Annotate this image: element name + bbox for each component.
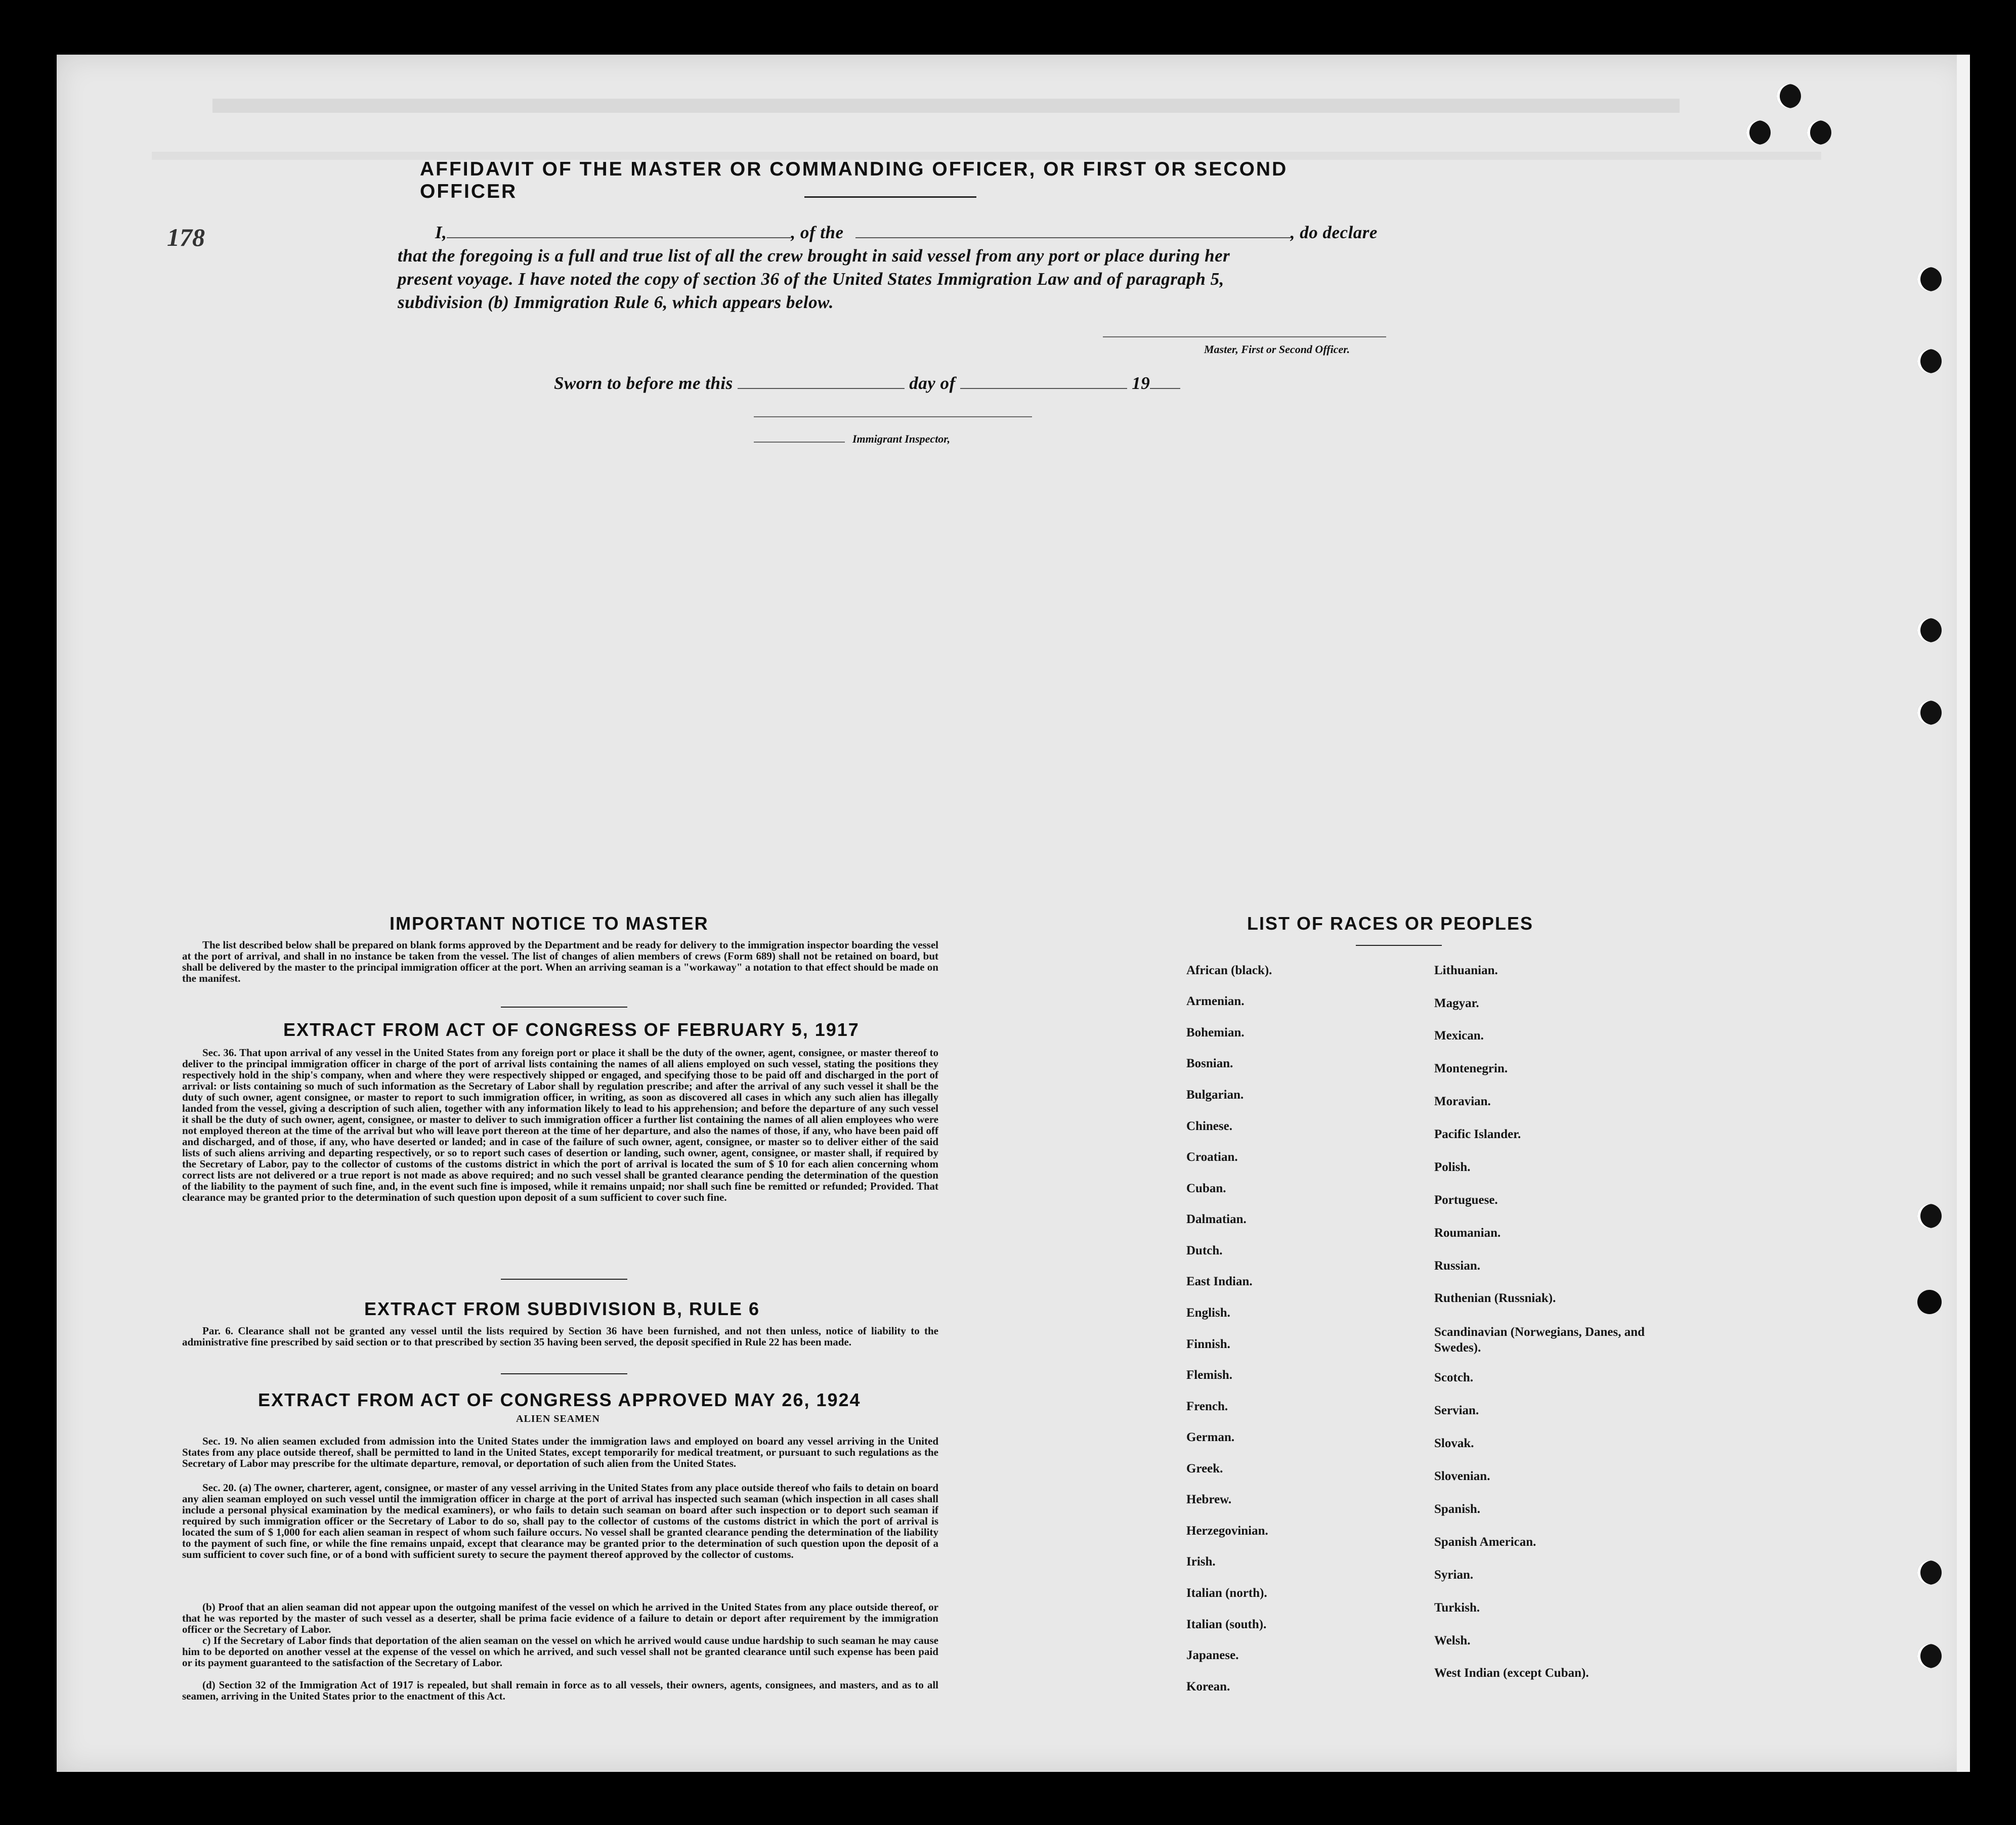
punch-hole (1807, 120, 1831, 145)
declaration-line-4: subdivision (b) Immigration Rule 6, which appears below. (398, 292, 834, 312)
race-item: Scotch. (1434, 1371, 1474, 1384)
declaration-line-1 (435, 223, 1378, 243)
race-item: Moravian. (1434, 1095, 1491, 1108)
master-signature-line[interactable] (1103, 336, 1386, 337)
race-item: Finnish. (1186, 1337, 1230, 1351)
race-item: Herzegovinian. (1186, 1524, 1268, 1538)
extract-1917-rule (501, 1279, 627, 1280)
race-item: Welsh. (1434, 1634, 1471, 1647)
punch-hole (1746, 120, 1771, 145)
punch-hole (1917, 1204, 1942, 1228)
punch-hole (1777, 84, 1801, 108)
sworn-year-label: 19 (1132, 373, 1150, 393)
punch-hole (1917, 1560, 1942, 1585)
margin-mark: 178 (167, 223, 205, 251)
race-item: Dalmatian. (1186, 1212, 1247, 1226)
race-item: Korean. (1186, 1680, 1230, 1693)
punch-hole (1917, 267, 1942, 291)
declaration-line-2: that the foregoing is a full and true list of all the crew brought in said vessel from any port or place during her (398, 246, 1230, 266)
bleed-through-smudge (212, 99, 1680, 113)
race-item: Bulgarian. (1186, 1088, 1244, 1102)
race-item: African (black). (1186, 964, 1272, 977)
punch-hole (1917, 701, 1942, 725)
race-item: Dutch. (1186, 1244, 1223, 1257)
title-rule (804, 196, 976, 198)
extract-1924-sec20d: (d) Section 32 of the Immigration Act of 1917 is repealed, but shall remain in force as to all vessels, their owners, agents, consignees, and masters, and as to all seamen, arriving in the United States prior to the enactment of this Act. (182, 1679, 938, 1702)
name-blank[interactable] (447, 237, 791, 238)
extract-1924-sec19: Sec. 19. No alien seamen excluded from admission into the United States under the immigration laws and employed on board any vessel arriving in the United States from any place outside thereof, shall be permitted to land in the United States, except temporarily for medical treatment, or pursuant to such regulations as the Secretary of Labor may prescribe for the ultimate departure, removal, or deportation of such alien from the United States. (182, 1435, 938, 1469)
race-item: Ruthenian (Russniak). (1434, 1291, 1556, 1305)
race-item: German. (1186, 1430, 1235, 1444)
race-item: Italian (south). (1186, 1618, 1267, 1631)
extract-1917-title: EXTRACT FROM ACT OF CONGRESS OF FEBRUARY 5, 1917 (283, 1019, 860, 1040)
race-item: Magyar. (1434, 996, 1479, 1010)
master-caption: Master, First or Second Officer. (1204, 343, 1350, 356)
race-item: Mexican. (1434, 1029, 1484, 1042)
race-item: Flemish. (1186, 1368, 1232, 1382)
race-item: Italian (north). (1186, 1586, 1267, 1600)
punch-hole (1917, 349, 1942, 373)
race-item: Syrian. (1434, 1568, 1474, 1582)
declaration-line-3: present voyage. I have noted the copy of section 36 of the United States Immigration Law and of paragraph 5, (398, 269, 1224, 289)
race-item: West Indian (except Cuban). (1434, 1666, 1589, 1680)
race-item: Spanish American. (1434, 1535, 1536, 1549)
inspector-signature-line[interactable] (754, 416, 1032, 417)
notice-title: IMPORTANT NOTICE TO MASTER (390, 913, 709, 934)
race-item: Croatian. (1186, 1150, 1238, 1164)
extract-1924-title: EXTRACT FROM ACT OF CONGRESS APPROVED MAY 26, 1924 (258, 1389, 861, 1410)
declaration-of: , of the (791, 223, 844, 242)
sworn-month-blank[interactable] (960, 388, 1127, 389)
extract-1924-sec20c: c) If the Secretary of Labor finds that deportation of the alien seaman on the vessel on which he arrived would cause undue hardship to such seaman he may cause him to be deported on another vessel at the expense of the vessel on which he arrived, and such vessel shall not be granted clearance until such expense has been paid or its payment guaranteed to the satisfaction of the Secretary of Labor. (182, 1634, 938, 1669)
race-item: Cuban. (1186, 1182, 1226, 1195)
race-item: French. (1186, 1400, 1228, 1413)
race-item: Spanish. (1434, 1502, 1481, 1516)
race-item: Greek. (1186, 1462, 1223, 1475)
sworn-line (554, 373, 1180, 394)
race-item: Roumanian. (1434, 1226, 1501, 1240)
declaration-declare: , do declare (1290, 223, 1378, 242)
race-item: Bohemian. (1186, 1026, 1245, 1039)
race-item: Japanese. (1186, 1648, 1239, 1662)
extract-1917-body: Sec. 36. That upon arrival of any vessel in the United States from any foreign port or place it shall be the duty of the owner, agent, consignee, or master thereof to deliver to the principal immigration officer in charge of the port of arrival lists containing the names of all aliens employed on such vessel, stating the positions they respectively hold in the ship's company, when and where they were respectively shipped or engaged, and specifying those to be paid off and discharged in the port of arrival: or lists containing so much of such information as the Secretary of Labor shall by regulation prescribe; and after the arrival of any such vessel it shall be the duty of such owner, agent consignee, or master to report to such immigration officer, in writing, as soon as discovered all cases in which any such alien has illegally landed from the vessel, giving a description of such alien, together with any information likely to lead to his apprehension; and before the departure of any such vessel it shall be the duty of such owner, agent, consignee, or master to deliver to such immigration officer a further list containing the names of all alien employees who were not employed thereon at the time of the arrival but who will leave port thereon at the time of her departure, and also the names of those, if any, who have been paid off and discharged, and of those, if any, who have deserted or landed; and in case of the failure of such owner, agent, consignee, or master so to deliver either of the said lists of such aliens arriving and departing respectively, or so to report such cases of desertion or landing, such owner, agent, consignee, or master shall, if required by the Secretary of Labor, pay to the collector of customs of the customs district in which the port of arrival is located the sum of $ 10 for each alien concerning whom correct lists are not delivered or a true report is not made as above required; and no such vessel shall be granted clearance pending the determination of the question of the liability to the payment of such fine, and, in the event such fine is imposed, while it remains unpaid; nor shall such fine be remitted or refunded; Provided. That clearance may be granted prior to the determination of such question upon deposit of a sum sufficient to cover such fine. (182, 1047, 938, 1203)
race-item: Slovak. (1434, 1437, 1474, 1450)
extract-rule6-title: EXTRACT FROM SUBDIVISION B, RULE 6 (364, 1298, 760, 1319)
race-item: Irish. (1186, 1555, 1216, 1569)
race-item: Slovenian. (1434, 1469, 1490, 1483)
race-item: Polish. (1434, 1160, 1471, 1174)
race-item: Hebrew. (1186, 1493, 1232, 1506)
sworn-day-blank[interactable] (738, 388, 905, 389)
sworn-year-blank[interactable] (1150, 388, 1180, 389)
race-item: Servian. (1434, 1404, 1479, 1417)
race-item: Portuguese. (1434, 1193, 1498, 1207)
extract-1924-subtitle: ALIEN SEAMEN (516, 1413, 600, 1424)
races-title: LIST OF RACES OR PEOPLES (1247, 913, 1534, 934)
race-item: East Indian. (1186, 1275, 1253, 1288)
sworn-text: Sworn to before me this (554, 373, 733, 393)
race-item: Russian. (1434, 1259, 1481, 1273)
punch-hole (1917, 1644, 1942, 1668)
race-item: Chinese. (1186, 1119, 1232, 1133)
race-item: Turkish. (1434, 1601, 1480, 1615)
extract-1924-sec20b: (b) Proof that an alien seaman did not appear upon the outgoing manifest of the vessel on which he arrived in the United States from any place outside thereof, or that he was reported by the master of such vessel as a deserter, shall be prima facie evidence of a failure to detain or deport after requirement by the immigration officer or the Secretary of Labor. (182, 1601, 938, 1635)
notice-body: The list described below shall be prepared on blank forms approved by the Department and be ready for delivery to the immigration inspector boarding the vessel at the port of arrival, and shall in no instance be taken from the vessel. The list of changes of alien members of crews (Form 689) shall not be retained on board, but shall be delivered by the master to the principal immigration officer at the port. When an arriving seaman is a "workaway" a notation to that effect should be made on the manifest. (182, 939, 938, 984)
race-item: Lithuanian. (1434, 964, 1498, 977)
extract-1924-sec20a: Sec. 20. (a) The owner, charterer, agent, consignee, or master of any vessel arriving in the United States from any place outside thereof who fails to detain on board any alien seaman employed on such vessel until the immigration officer in charge at the port of arrival has inspected such seaman (which inspection in all cases shall include a personal physical examination by the medical examiners), or who fails to detain such seaman on board after such inspection or to deport such seaman if required by such immigration officer or the Secretary of Labor to do so, shall pay to the collector of customs of the customs district in which the port of arrival is located the sum of $ 1,000 for each alien seaman in respect of whom such failure occurs. No vessel shall be granted clearance pending the determination of the liability to the payment of such fine, or while the fine remains unpaid, except that clearance may be granted prior to the determination of such question upon the deposit of a sum sufficient to cover such fine, or of a bond with sufficient surety to secure the payment thereof approved by the collector of customs. (182, 1482, 938, 1560)
race-item: Montenegrin. (1434, 1062, 1508, 1075)
race-item: Armenian. (1186, 994, 1245, 1008)
inspector-caption: Immigrant Inspector, (852, 432, 951, 445)
sheet-edge (1957, 55, 1970, 1772)
race-item: Bosnian. (1186, 1057, 1233, 1070)
inspector-prefix-line (754, 442, 845, 443)
race-item: English. (1186, 1306, 1230, 1320)
race-item: Pacific Islander. (1434, 1127, 1521, 1141)
declaration-i: I, (435, 223, 447, 242)
punch-hole (1917, 1290, 1942, 1314)
race-item: Scandinavian (Norwegians, Danes, and Swedes). (1434, 1325, 1645, 1355)
races-rule (1356, 945, 1442, 946)
notice-rule (501, 1007, 627, 1008)
vessel-blank[interactable] (855, 237, 1291, 238)
extract-rule6-rule (501, 1373, 627, 1374)
sworn-day-label: day of (909, 373, 956, 393)
affidavit-title: AFFIDAVIT OF THE MASTER OR COMMANDING OFFICER, OR FIRST OR SECOND OFFICER (420, 158, 1288, 202)
extract-rule6-body: Par. 6. Clearance shall not be granted any vessel until the lists required by Section 36 have been furnished, and not then unless, notice of liability to the administrative fine prescribed by said section or to that prescribed by section 35 having been served, the deposit specified in Rule 22 has been made. (182, 1325, 938, 1348)
punch-hole (1917, 618, 1942, 642)
